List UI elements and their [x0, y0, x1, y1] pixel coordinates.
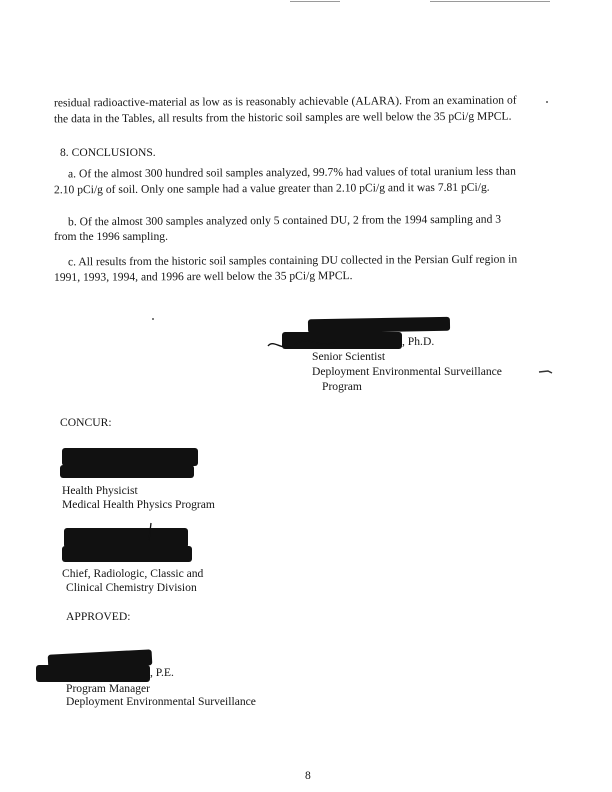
conclusion-item-c-cont: 1991, 1993, 1994, and 1996 are well below the 35 pCi/g MPCL. — [53, 269, 353, 284]
approved-signer-suffix: , P.E. — [150, 666, 174, 679]
signatory-organization-cont: Program — [322, 380, 362, 393]
conclusion-item-a-cont: 2.10 pCi/g of soil. Only one sample had a value greater than 2.10 pCi/g and it was 7.81 pCi/g. — [53, 180, 490, 197]
redacted-name — [60, 465, 194, 478]
redacted-name — [36, 665, 150, 682]
signatory-organization: Deployment Environmental Surveillance — [312, 365, 502, 378]
approved-signer-title: Program Manager — [66, 682, 151, 695]
conclusion-item-b-cont: from the 1996 sampling. — [54, 230, 168, 243]
concur-label: CONCUR: — [60, 416, 112, 429]
signature-stroke — [146, 522, 154, 542]
redacted-signature — [64, 528, 188, 548]
conclusion-item-c: c. All results from the historic soil samples containing DU collected in the Persian Gulf region in — [67, 252, 518, 269]
conclusion-item-b: b. Of the almost 300 samples analyzed only 5 contained DU, 2 from the 1994 sampling and 3 — [67, 212, 502, 229]
body-text-line: the data in the Tables, all results from the historic soil samples are well below the 35 pCi/g MPCL. — [53, 109, 512, 126]
page-number: 8 — [305, 769, 311, 782]
margin-mark — [538, 368, 554, 376]
concur-signer2-organization: Clinical Chemistry Division — [66, 581, 197, 594]
approved-label: APPROVED: — [66, 610, 131, 623]
scan-artifact-line — [290, 1, 340, 2]
approved-signer-organization: Deployment Environmental Surveillance — [66, 695, 256, 708]
scan-artifact-line — [430, 1, 550, 2]
section-heading: 8. CONCLUSIONS. — [60, 146, 156, 159]
redacted-name — [62, 546, 192, 562]
scan-speck — [546, 101, 548, 103]
conclusion-item-a: a. Of the almost 300 hundred soil samples analyzed, 99.7% had values of total uranium less than — [67, 164, 516, 181]
concur-signer2-title: Chief, Radiologic, Classic and — [62, 567, 204, 580]
signatory-title: Senior Scientist — [312, 350, 386, 363]
concur-signer1-title: Health Physicist — [62, 484, 138, 497]
redacted-signature — [62, 448, 198, 466]
body-text-line: residual radioactive-material as low as is reasonably achievable (ALARA). From an examination of — [53, 93, 517, 110]
scan-speck — [152, 318, 154, 320]
signatory-suffix: , Ph.D. — [402, 335, 435, 348]
concur-signer1-organization: Medical Health Physics Program — [62, 498, 215, 511]
